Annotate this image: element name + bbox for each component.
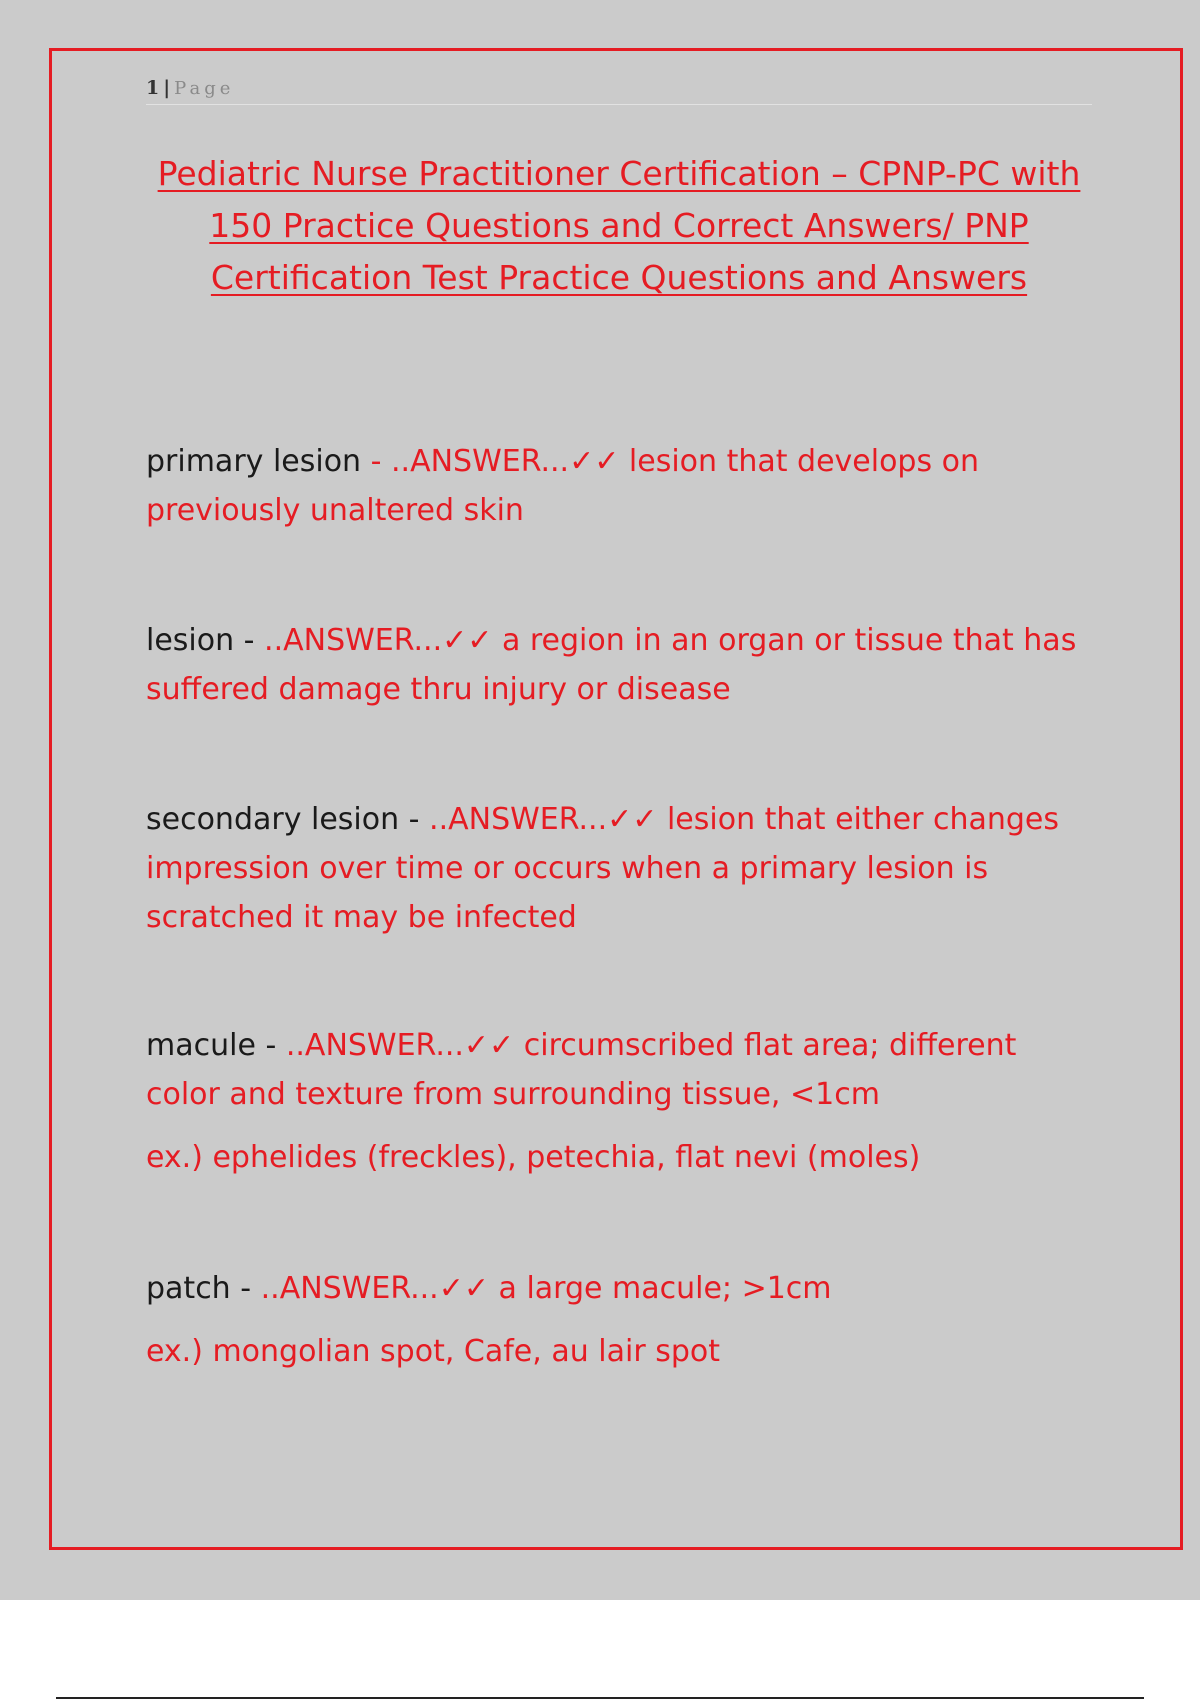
qa-example: ex.) ephelides (freckles), petechia, flat nevi (moles) (146, 1140, 921, 1175)
answer-marker: ..ANSWER...✓✓ (429, 802, 658, 837)
qa-entry-secondary-lesion (146, 795, 1092, 942)
qa-entry-patch (146, 1264, 1092, 1376)
qa-term: lesion (146, 623, 235, 658)
answer-marker: ..ANSWER...✓✓ (285, 1028, 515, 1063)
qa-answer: a large macule; >1cm (498, 1271, 832, 1306)
qa-answer: a region in an organ or tissue that has suffered damage thru injury or disease (146, 623, 1077, 707)
qa-term: patch (146, 1271, 231, 1306)
answer-marker: ..ANSWER...✓✓ (391, 444, 620, 479)
qa-dash: - (243, 623, 255, 658)
qa-entry-lesion (146, 616, 1092, 714)
page-label: Page (174, 78, 235, 99)
qa-dash: - (240, 1271, 252, 1306)
qa-answer: lesion that either changes impression over time or occurs when a primary lesion is scratched it may be infected (146, 802, 1060, 935)
qa-term: primary lesion (146, 444, 362, 479)
qa-answer: circumscribed flat area; different color and texture from surrounding tissue, <1cm (146, 1028, 1017, 1112)
qa-dash: - (370, 444, 382, 479)
qa-term: macule (146, 1028, 256, 1063)
qa-term: secondary lesion (146, 802, 400, 837)
page-header (146, 76, 1092, 105)
qa-entry-macule (146, 1021, 1092, 1182)
page-number: 1 (146, 77, 160, 99)
page-header-separator: | (163, 77, 171, 99)
qa-dash: - (408, 802, 420, 837)
qa-answer: lesion that develops on previously unaltered skin (146, 444, 980, 528)
footer-rule (56, 1697, 1144, 1699)
qa-dash: - (265, 1028, 277, 1063)
answer-marker: ..ANSWER...✓✓ (260, 1271, 489, 1306)
qa-example: ex.) mongolian spot, Cafe, au lair spot (146, 1334, 720, 1369)
document-title: Pediatric Nurse Practitioner Certification – CPNP-PC with 150 Practice Questions and Correct Answers/ PNP Certification Test Practice Questions and Answers (157, 154, 1081, 297)
answer-marker: ..ANSWER...✓✓ (264, 623, 493, 658)
qa-entry-primary-lesion (146, 437, 1092, 535)
